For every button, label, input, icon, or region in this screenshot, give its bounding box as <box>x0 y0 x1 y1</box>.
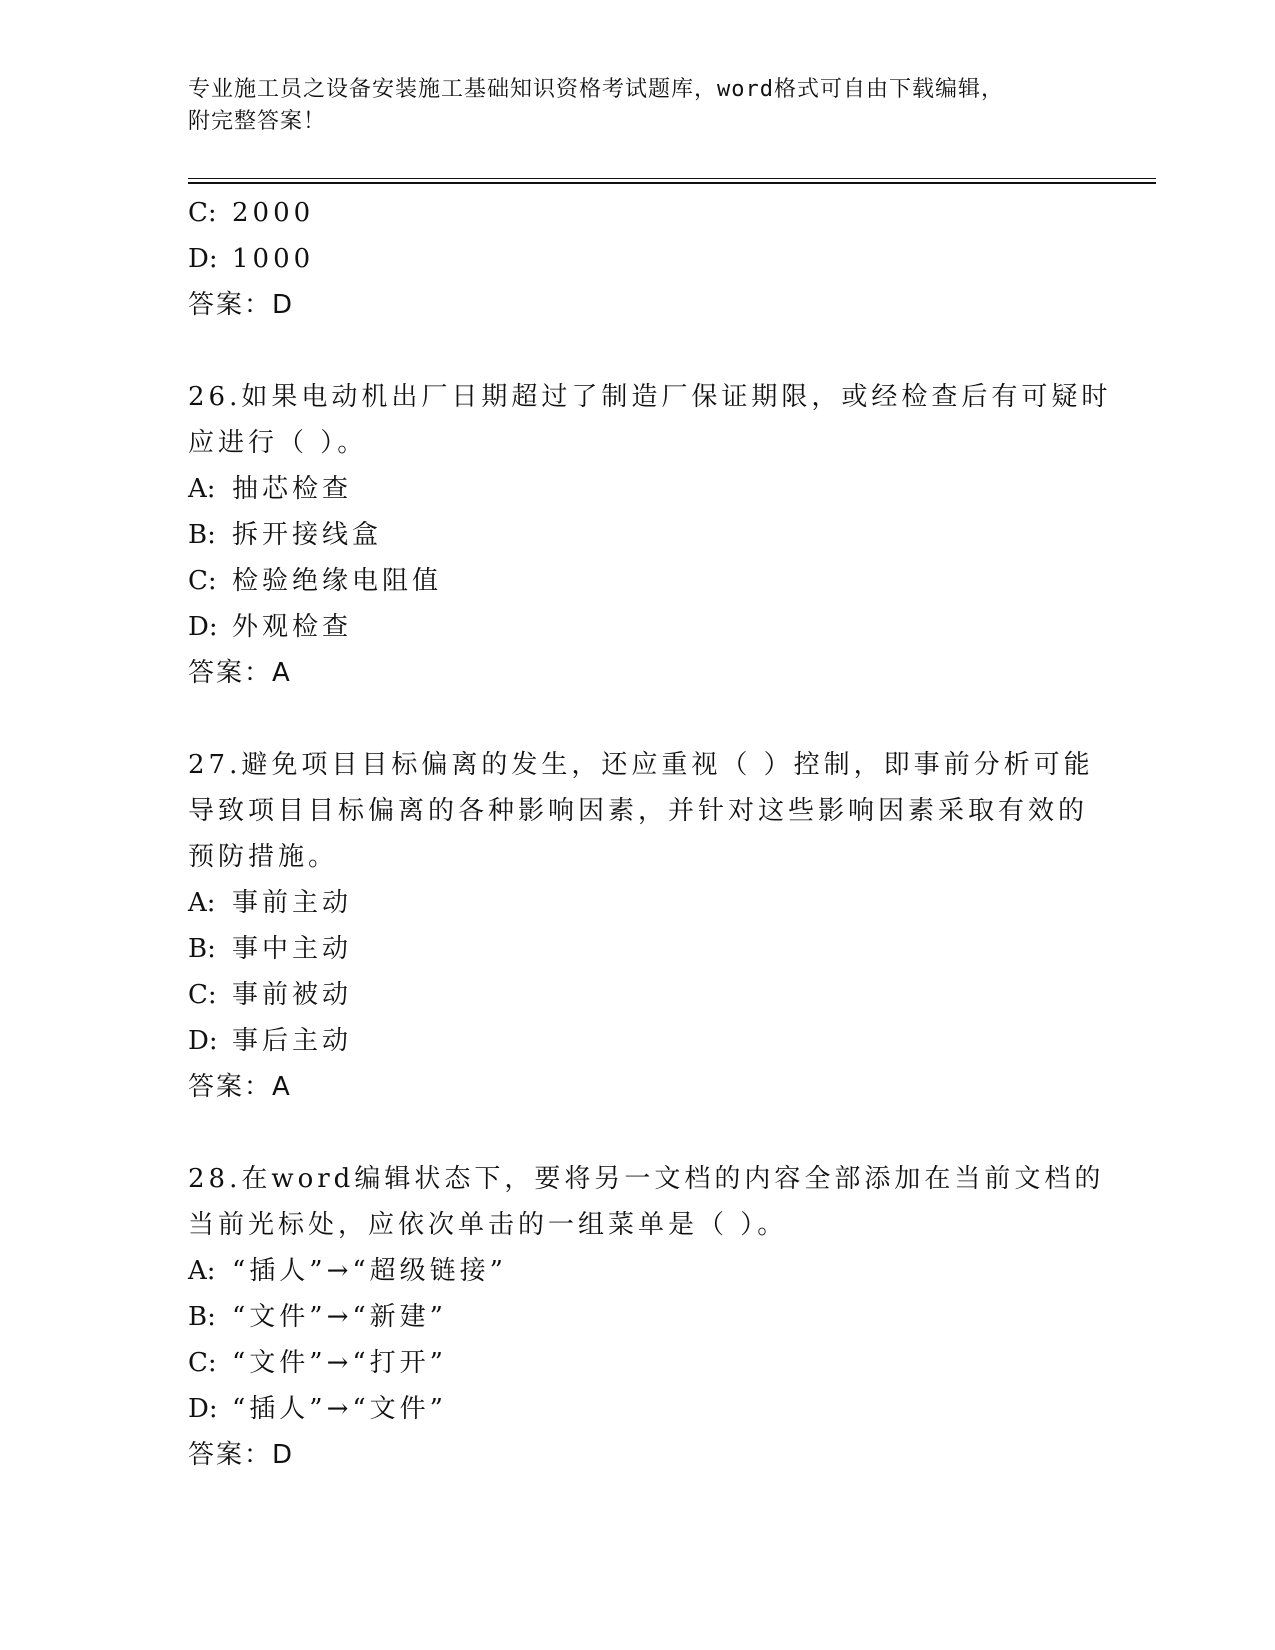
option-item <box>188 972 1088 1018</box>
option-letter: A: <box>188 888 216 918</box>
option-text: 事中主动 <box>232 934 353 964</box>
option-letter: B: <box>188 934 216 964</box>
question-stem <box>188 1156 1105 1248</box>
option-item <box>188 1018 1088 1064</box>
option-text: 事前被动 <box>232 980 353 1010</box>
answer-line: 答案：A <box>188 1072 292 1102</box>
option-text: 抽芯检查 <box>232 474 353 504</box>
previous-question-tail <box>188 190 1088 328</box>
spacer <box>188 1110 1088 1156</box>
option-item <box>188 926 1088 972</box>
stem-line: 28.在word编辑状态下，要将另一文档的内容全部添加在当前文档的 <box>188 1164 1105 1194</box>
document-header <box>188 74 1068 138</box>
option-text: “文件”→“新建” <box>232 1302 447 1332</box>
option-item <box>188 1340 1088 1386</box>
option-letter: D: <box>188 244 218 274</box>
option-text: 事前主动 <box>232 888 353 918</box>
question-28 <box>188 1156 1105 1478</box>
option-item <box>188 466 1088 512</box>
stem-line: 27.避免项目目标偏离的发生，还应重视（ ）控制，即事前分析可能 <box>188 750 1094 780</box>
option-item <box>188 1386 1088 1432</box>
question-26 <box>188 374 1112 696</box>
option-letter: D: <box>188 1026 218 1056</box>
option-letter: B: <box>188 1302 216 1332</box>
answer-line: 答案：D <box>188 1440 295 1470</box>
option-letter: C: <box>188 198 217 228</box>
option-item <box>188 558 1088 604</box>
stem-line: 导致项目目标偏离的各种影响因素，并针对这些影响因素采取有效的 <box>188 796 1089 826</box>
option-item <box>188 1248 1088 1294</box>
option-text: 2000 <box>232 198 315 228</box>
option-text: “文件”→“打开” <box>232 1348 447 1378</box>
stem-line: 当前光标处，应依次单击的一组菜单是（ ）。 <box>188 1210 788 1240</box>
answer-line: 答案：A <box>188 658 292 688</box>
option-letter: D: <box>188 612 218 642</box>
question-stem <box>188 374 1112 466</box>
option-text: 拆开接线盒 <box>232 520 383 550</box>
question-content <box>188 190 1112 1478</box>
header-line-2: 附完整答案！ <box>188 109 327 134</box>
option-letter: A: <box>188 474 216 504</box>
option-text: 检验绝缘电阻值 <box>232 566 443 596</box>
option-text: 1000 <box>232 244 315 274</box>
option-letter: C: <box>188 566 217 596</box>
option-letter: D: <box>188 1394 218 1424</box>
stem-line: 应进行（ ）。 <box>188 428 368 458</box>
spacer <box>188 696 1088 742</box>
option-text: “插人”→“文件” <box>232 1394 447 1424</box>
option-letter: C: <box>188 1348 217 1378</box>
stem-line: 预防措施。 <box>188 842 339 872</box>
header-divider-thin <box>188 178 1156 179</box>
option-item <box>188 1294 1088 1340</box>
option-letter: B: <box>188 520 216 550</box>
spacer <box>188 328 1088 374</box>
option-item <box>188 190 1088 236</box>
option-text: 外观检查 <box>232 612 353 642</box>
header-divider-thick <box>188 182 1156 184</box>
option-text: “插人”→“超级链接” <box>232 1256 507 1286</box>
option-item <box>188 880 1088 926</box>
option-letter: A: <box>188 1256 216 1286</box>
header-line-1: 专业施工员之设备安装施工基础知识资格考试题库，word格式可自由下载编辑， <box>188 77 1004 102</box>
question-27 <box>188 742 1094 1110</box>
option-item <box>188 604 1088 650</box>
option-text: 事后主动 <box>232 1026 353 1056</box>
answer-line: 答案：D <box>188 290 295 320</box>
stem-line: 26.如果电动机出厂日期超过了制造厂保证期限，或经检查后有可疑时 <box>188 382 1112 412</box>
option-item <box>188 236 1088 282</box>
option-letter: C: <box>188 980 217 1010</box>
option-item <box>188 512 1088 558</box>
question-stem <box>188 742 1094 880</box>
